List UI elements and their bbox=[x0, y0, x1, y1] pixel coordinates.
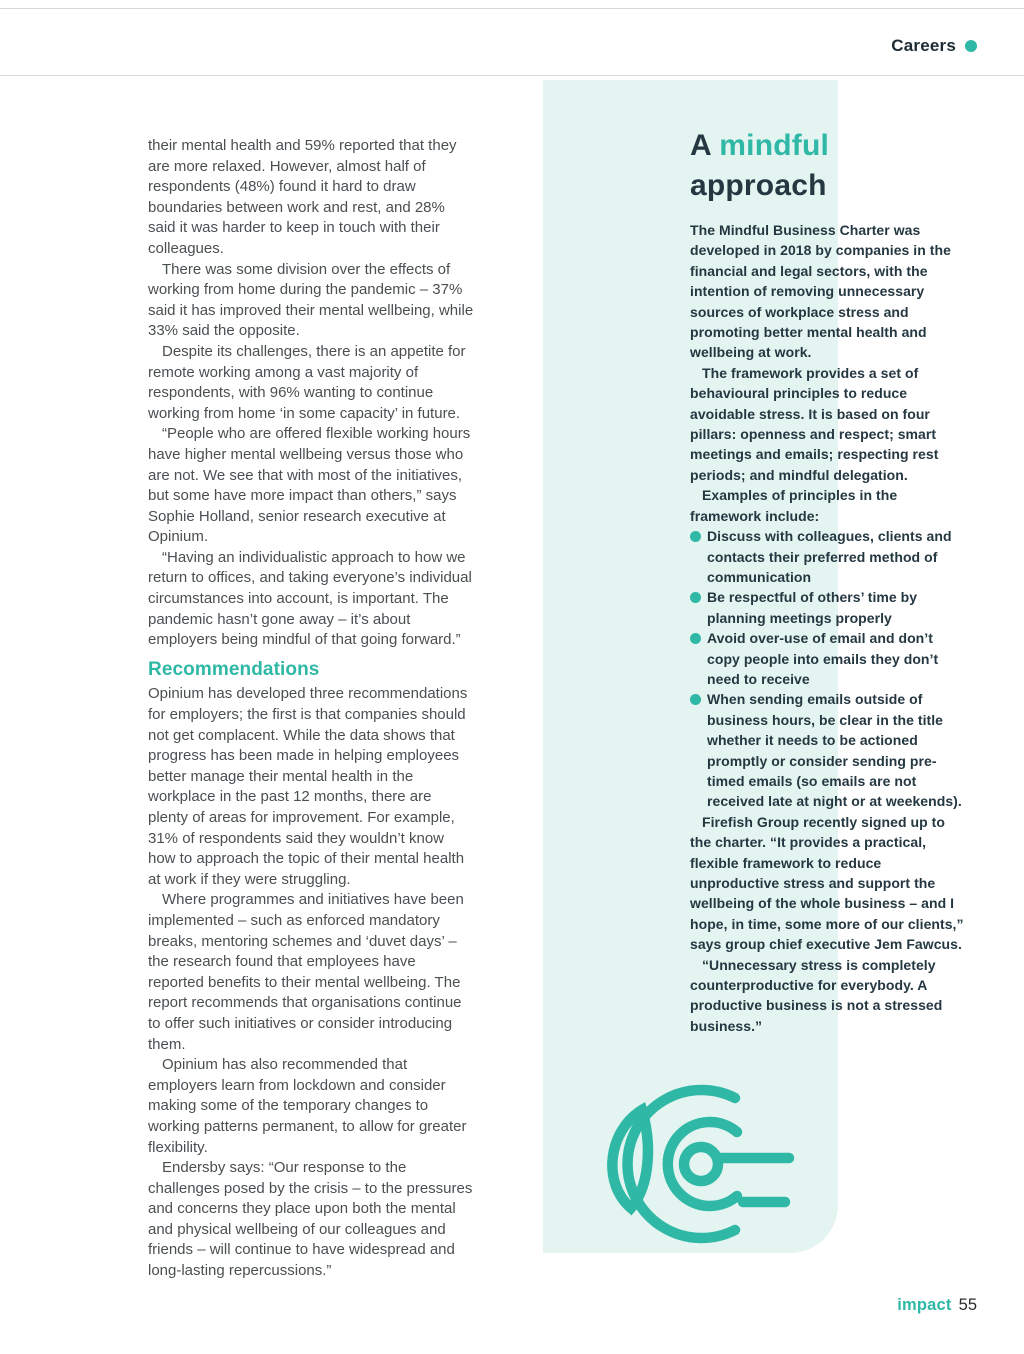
article-paragraph: “People who are offered flexible working hours have higher mental wellbeing versus those who are not. We see that with most of the initiatives, but some have more impact than others,” says Sophie Holland, senior research executive at Opinium. bbox=[148, 425, 471, 546]
sidebar-paragraph: “Unnecessary stress is completely counterproductive for everybody. A productive business is not a stressed business.” bbox=[690, 956, 943, 1034]
page-number: 55 bbox=[958, 1296, 977, 1314]
principles-list bbox=[690, 526, 968, 812]
bullet-dot-icon bbox=[690, 694, 701, 705]
article-opening bbox=[148, 136, 474, 651]
article-paragraph: Endersby says: “Our response to the challenges posed by the crisis – to the pressures and concerns they place upon both the mental and physical wellbeing of our colleagues and friends – will continue to have widespread and long-lasting repercussions.” bbox=[148, 1159, 473, 1280]
article-paragraph: Opinium has also recommended that employers learn from lockdown and consider making some of the temporary changes to working patterns permanent, to allow for greater flexibility. bbox=[148, 1056, 467, 1156]
sidebar-paragraph: The framework provides a set of behavioural principles to reduce avoidable stress. It is based on four pillars: openness and respect; smart meetings and emails; respecting rest periods; and mindful delegation. bbox=[690, 364, 939, 483]
sidebar-outro bbox=[690, 812, 968, 1036]
article-paragraph: “Having an individualistic approach to how we return to offices, and taking everyone’s individual circumstances into account, is important. The pandemic hasn’t gone away – it’s about employers being mindful of that going forward.” bbox=[148, 548, 472, 649]
section-label-text: Careers bbox=[891, 36, 956, 55]
recommendations-heading: Recommendations bbox=[148, 658, 320, 680]
sidebar-body bbox=[690, 220, 968, 1036]
sidebar-paragraph: Firefish Group recently signed up to the charter. “It provides a practical, flexible framework to reduce unproductive stress and support the wellbeing of the whole business – and I hope, in time, some more of our clients,” says group chief executive Jem Fawcus. bbox=[690, 813, 964, 953]
sidebar-title-line2: approach bbox=[690, 169, 827, 202]
section-label bbox=[891, 36, 977, 56]
article-column bbox=[148, 136, 474, 1282]
firefish-logo bbox=[585, 1062, 795, 1252]
section-dot-icon bbox=[965, 40, 977, 52]
principle-text: Be respectful of others’ time by planning meetings properly bbox=[707, 589, 918, 626]
top-rule bbox=[0, 8, 1024, 9]
article-paragraph: There was some division over the effects of working from home during the pandemic – 37% said it has improved their mental wellbeing, while 33% said the opposite. bbox=[148, 260, 474, 340]
brand-logo: impact bbox=[897, 1296, 952, 1314]
firefish-logo-icon bbox=[585, 1062, 795, 1247]
sidebar bbox=[690, 126, 968, 1036]
principle-item bbox=[690, 689, 968, 811]
principle-item bbox=[690, 587, 968, 628]
principle-text: When sending emails outside of business hours, be clear in the title whether it needs to be actioned promptly or consider sending pre-timed emails (so emails are not received late at night or at weekends). bbox=[707, 691, 962, 810]
bullet-dot-icon bbox=[690, 633, 701, 644]
bullet-dot-icon bbox=[690, 592, 701, 603]
sidebar-paragraph: The Mindful Business Charter was developed in 2018 by companies in the financial and legal sectors, with the intention of removing unnecessary sources of workplace stress and promoting better mental health and wellbeing at work. bbox=[690, 222, 951, 361]
article-recommendations bbox=[148, 684, 474, 1281]
article-paragraph: Opinium has developed three recommendations for employers; the first is that companies should not get complacent. While the data shows that progress has been made in helping employees better manage their mental health in the workplace in the past 12 months, there are plenty of areas for improvement. For example, 31% of respondents said they wouldn’t know how to approach the topic of their mental health at work if they were struggling. bbox=[148, 685, 468, 888]
sidebar-title bbox=[690, 126, 968, 206]
principle-text: Avoid over-use of email and don’t copy people into emails they don’t need to receive bbox=[707, 630, 939, 687]
footer bbox=[897, 1296, 977, 1315]
principle-text: Discuss with colleagues, clients and contacts their preferred method of communication bbox=[707, 528, 952, 585]
sidebar-title-highlight: mindful bbox=[719, 129, 830, 162]
principle-item bbox=[690, 526, 968, 587]
article-paragraph: Where programmes and initiatives have been implemented – such as enforced mandatory breaks, mentoring schemes and ‘duvet days’ – the research found that employees have reported benefits to their mental wellbeing. The report recommends that organisations continue to offer such initiatives or consider introducing them. bbox=[148, 891, 464, 1053]
bullet-dot-icon bbox=[690, 531, 701, 542]
header-rule bbox=[0, 75, 1024, 76]
sidebar-title-prefix: A bbox=[690, 129, 720, 162]
article-paragraph: Despite its challenges, there is an appetite for remote working among a vast majority of respondents, with 96% wanting to continue working from home ‘in some capacity’ in future. bbox=[148, 342, 466, 422]
sidebar-paragraph: Examples of principles in the framework include: bbox=[690, 487, 898, 524]
sidebar-intro bbox=[690, 220, 968, 526]
principle-item bbox=[690, 628, 968, 689]
article-paragraph: their mental health and 59% reported that they are more relaxed. However, almost half of respondents (48%) found it hard to draw boundaries between work and rest, and 28% said it was harder to keep in touch with their colleagues. bbox=[148, 137, 457, 257]
